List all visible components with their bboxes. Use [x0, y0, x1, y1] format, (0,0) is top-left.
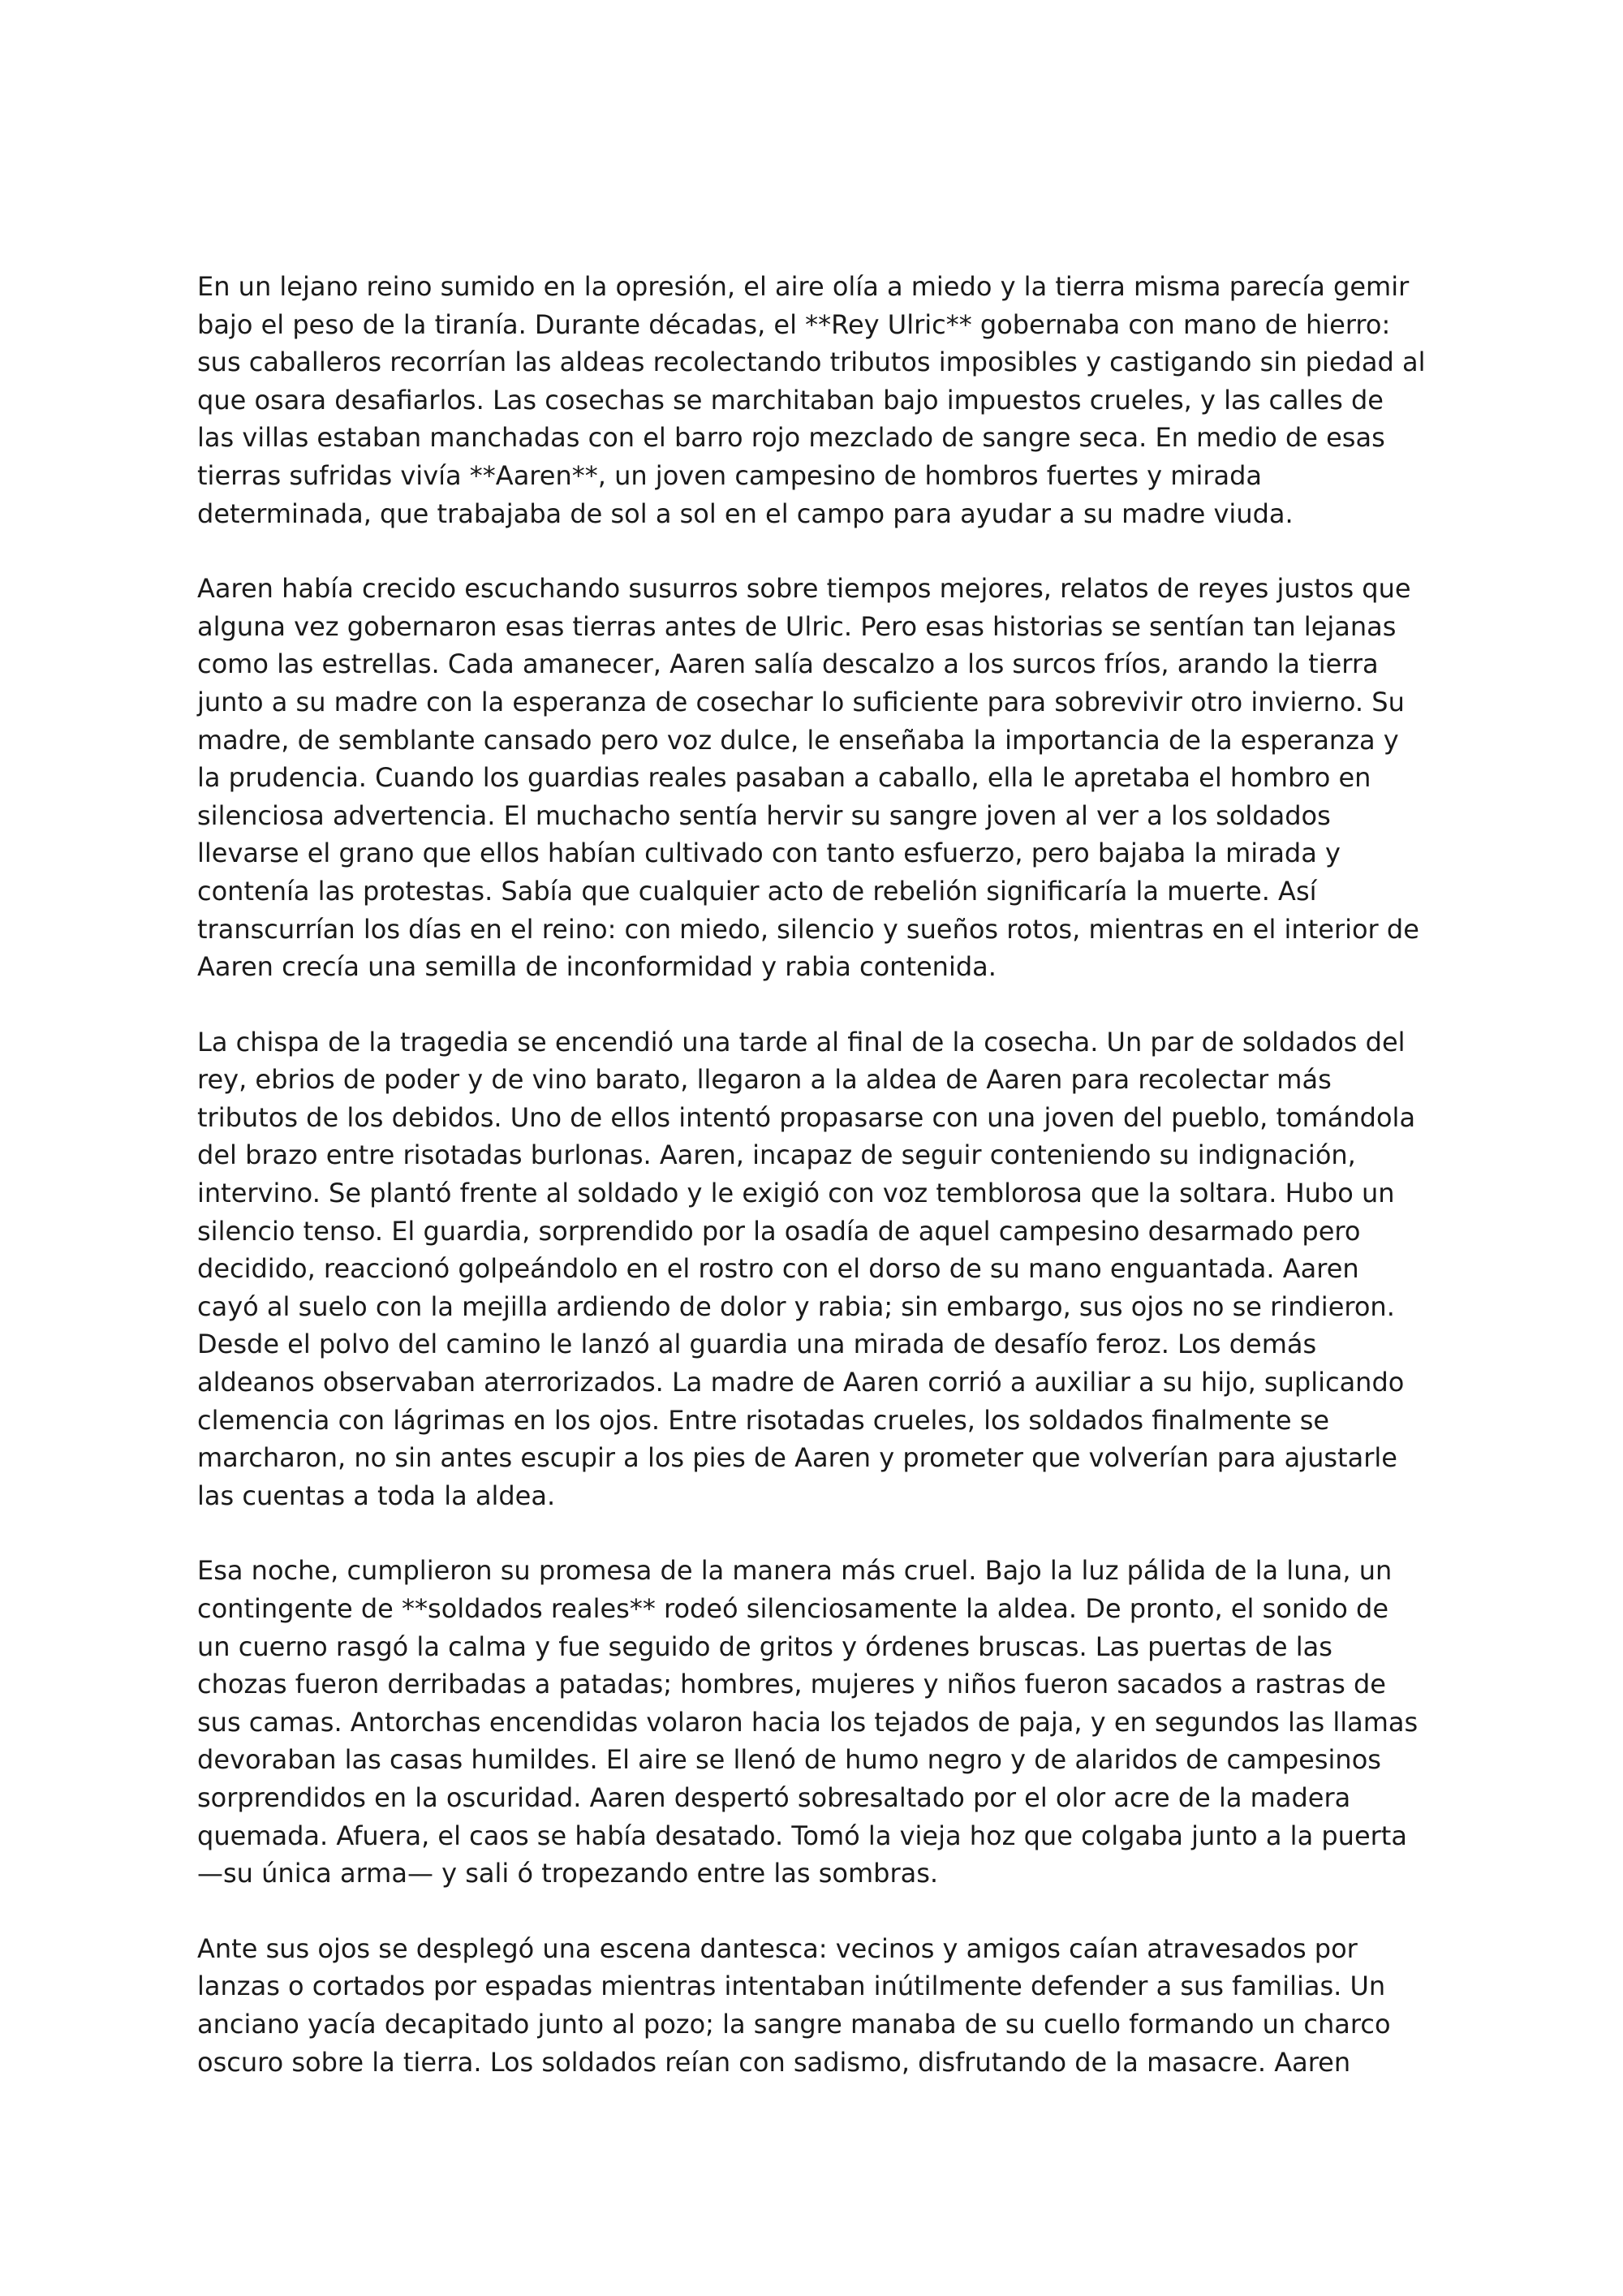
paragraph-3: La chispa de la tragedia se encendió una tarde al final de la cosecha. Un par de soldados del rey, ebrios de poder y de vino barato, llegaron a la aldea de Aaren para recolectar más tributos de los debidos. Uno de ellos intentó propasarse con una joven del pueblo, tomándola del brazo entre risotadas burlonas. Aaren, incapaz de seguir conteniendo su indignación, intervino. Se plantó frente al soldado y le exigió con voz temblorosa que la soltara. Hubo un silencio tenso. El guardia, sorprendido por la osadía de aquel campesino desarmado pero decidido, reaccionó golpeándolo en el rostro con el dorso de su mano enguantada. Aaren cayó al suelo con la mejilla ardiendo de dolor y rabia; sin embargo, sus ojos no se rindieron. Desde el polvo del camino le lanzó al guardia una mirada de desafío feroz. Los demás aldeanos observaban aterrorizados. La madre de Aaren corrió a auxiliar a su hijo, suplicando clemencia con lágrimas en los ojos. Entre risotadas crueles, los soldados finalmente se marcharon, no sin antes escupir a los pies de Aaren y prometer que volverían para ajustarle las cuentas a toda la aldea. — [197, 1026, 1416, 1511]
paragraph-2: Aaren había crecido escuchando susurros sobre tiempos mejores, relatos de reyes justos que alguna vez gobernaron esas tierras antes de Ulric. Pero esas historias se sentían tan lejanas como las estrellas. Cada amanecer, Aaren salía descalzo a los surcos fríos, arando la tierra junto a su madre con la esperanza de cosechar lo suficiente para sobrevivir otro invierno. Su madre, de semblante cansado pero voz dulce, le enseñaba la importancia de la esperanza y la prudencia. Cuando los guardias reales pasaban a caballo, ella le apretaba el hombro en silenciosa advertencia. El muchacho sentía hervir su sangre joven al ver a los soldados llevarse el grano que ellos habían cultivado con tanto esfuerzo, pero bajaba la mirada y contenía las protestas. Sabía que cualquier acto de rebelión significaría la muerte. Así transcurrían los días en el reino: con miedo, silencio y sueños rotos, mientras en el interior de Aaren crecía una semilla de inconformidad y rabia contenida. — [197, 573, 1419, 983]
paragraph-4: Esa noche, cumplieron su promesa de la manera más cruel. Bajo la luz pálida de la luna, un contingente de **soldados reales** rodeó silenciosamente la aldea. De pronto, el sonido de un cuerno rasgó la calma y fue seguido de gritos y órdenes bruscas. Las puertas de las chozas fueron derribadas a patadas; hombres, mujeres y niños fueron sacados a rastras de sus camas. Antorchas encendidas volaron hacia los tejados de paja, y en segundos las llamas devoraban las casas humildes. El aire se llenó de humo negro y de alaridos de campesinos sorprendidos en la oscuridad. Aaren despertó sobresaltado por el olor acre de la madera quemada. Afuera, el caos se había desatado. Tomó la vieja hoz que colgaba junto a la puerta —su única arma— y sali ó tropezando entre las sombras. — [197, 1555, 1419, 1889]
paragraph-5: Ante sus ojos se desplegó una escena dantesca: vecinos y amigos caían atravesados por lanzas o cortados por espadas mientras intentaban inútilmente defender a sus familias. Un anciano yacía decapitado junto al pozo; la sangre manaba de su cuello formando un charco oscuro sobre la tierra. Los soldados reían con sadismo, disfrutando de la masacre. Aaren — [197, 1932, 1391, 2078]
paragraph-1: En un lejano reino sumido en la opresión, el aire olía a miedo y la tierra misma parecía gemir bajo el peso de la tiranía. Durante décadas, el **Rey Ulric** gobernaba con mano de hierro: sus caballeros recorrían las aldeas recolectando tributos imposibles y castigando sin piedad al que osara desafiarlos. Las cosechas se marchitaban bajo impuestos crueles, y las calles de las villas estaban manchadas con el barro rojo mezclado de sangre seca. En medio de esas tierras sufridas vivía **Aaren**, un joven campesino de hombros fuertes y mirada determinada, que trabajaba de sol a sol en el campo para ayudar a su madre viuda. — [197, 271, 1426, 529]
story-body — [197, 268, 1427, 2081]
